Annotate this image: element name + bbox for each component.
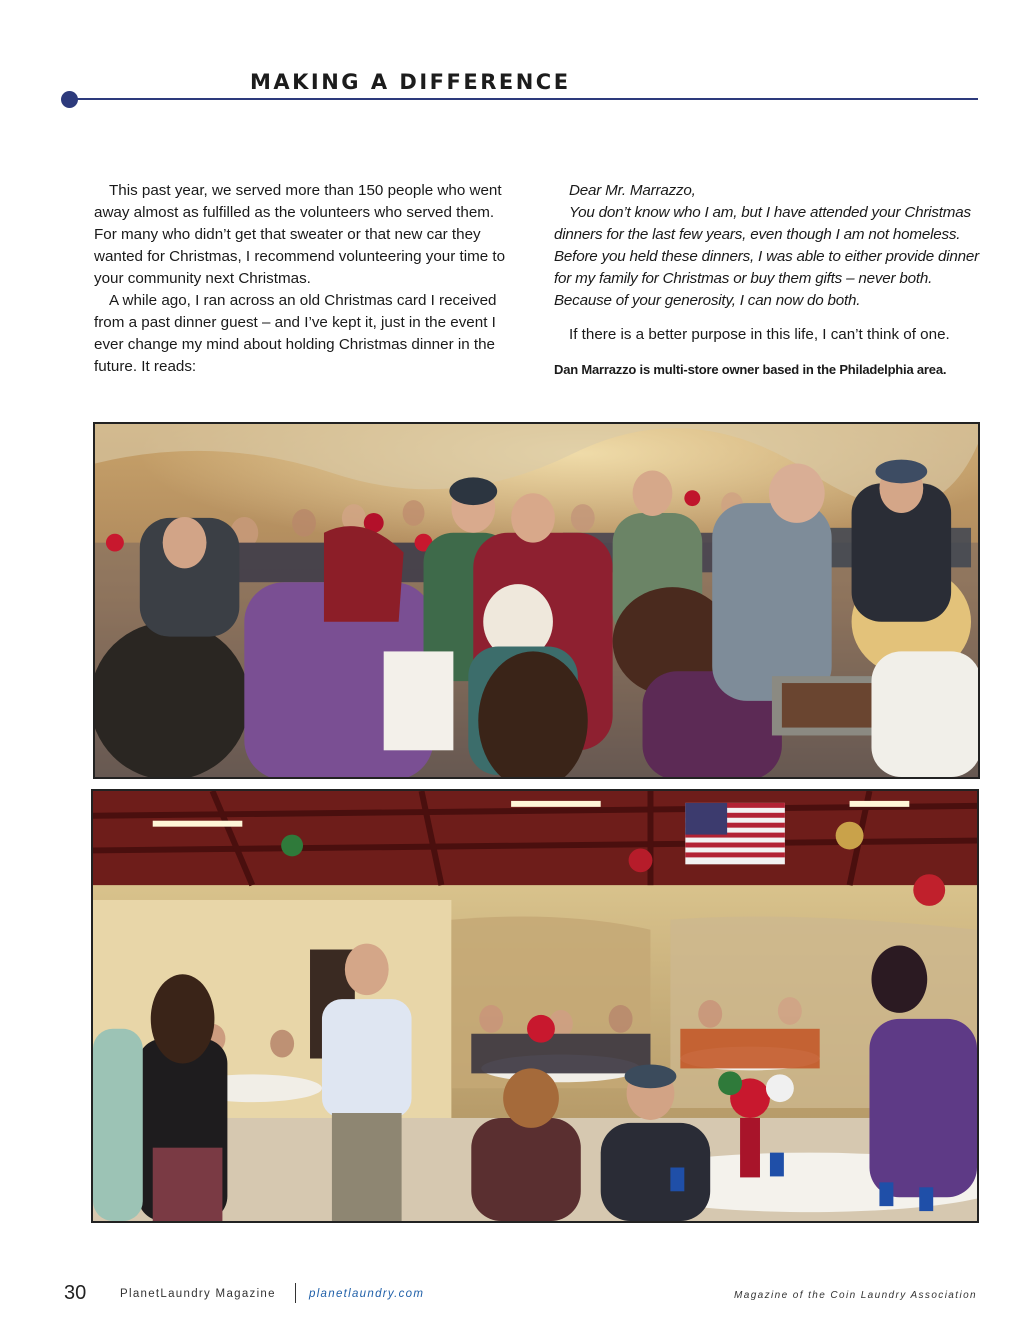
article-left-column <box>94 180 519 378</box>
magazine-name: PlanetLaundry Magazine <box>120 1288 276 1300</box>
article-right-column <box>554 180 979 381</box>
title-rule-dot <box>61 91 78 108</box>
title-rule-line <box>70 98 978 100</box>
photo-dining-hall <box>91 789 979 1223</box>
section-title: MAKING A DIFFERENCE <box>250 70 571 94</box>
closing-paragraph: If there is a better purpose in this life, I can’t think of one. <box>569 326 950 343</box>
paragraph: This past year, we served more than 150 people who went away almost as fulfilled as the volunteers who served them. For many who didn’t get that sweater or that new car they wanted for Christmas, I recommend volunteering your time to your community next Christmas. <box>94 182 506 287</box>
website-link[interactable]: planetlaundry.com <box>309 1288 425 1300</box>
page-number: 30 <box>64 1282 87 1304</box>
paragraph: A while ago, I ran across an old Christmas card I received from a past dinner guest – and I’ve kept it, just in the event I ever change my mind about holding Christmas dinner in the future. It reads: <box>94 292 497 375</box>
association-tagline: Magazine of the Coin Laundry Association <box>734 1290 977 1301</box>
letter-salutation: Dear Mr. Marrazzo, <box>569 182 696 199</box>
footer-divider <box>295 1283 296 1303</box>
quoted-letter <box>554 180 979 312</box>
author-byline: Dan Marrazzo is multi-store owner based in the Philadelphia area. <box>554 362 947 377</box>
letter-body: You don’t know who I am, but I have attended your Christmas dinners for the last few years, even though I am not homeless. Before you held these dinners, I was able to either provide dinner for my family for Christmas or buy them gifts – never both. Because of your generosity, I can now do both. <box>554 204 979 309</box>
photo-buffet-line <box>93 422 980 779</box>
page-footer <box>0 1282 1024 1312</box>
